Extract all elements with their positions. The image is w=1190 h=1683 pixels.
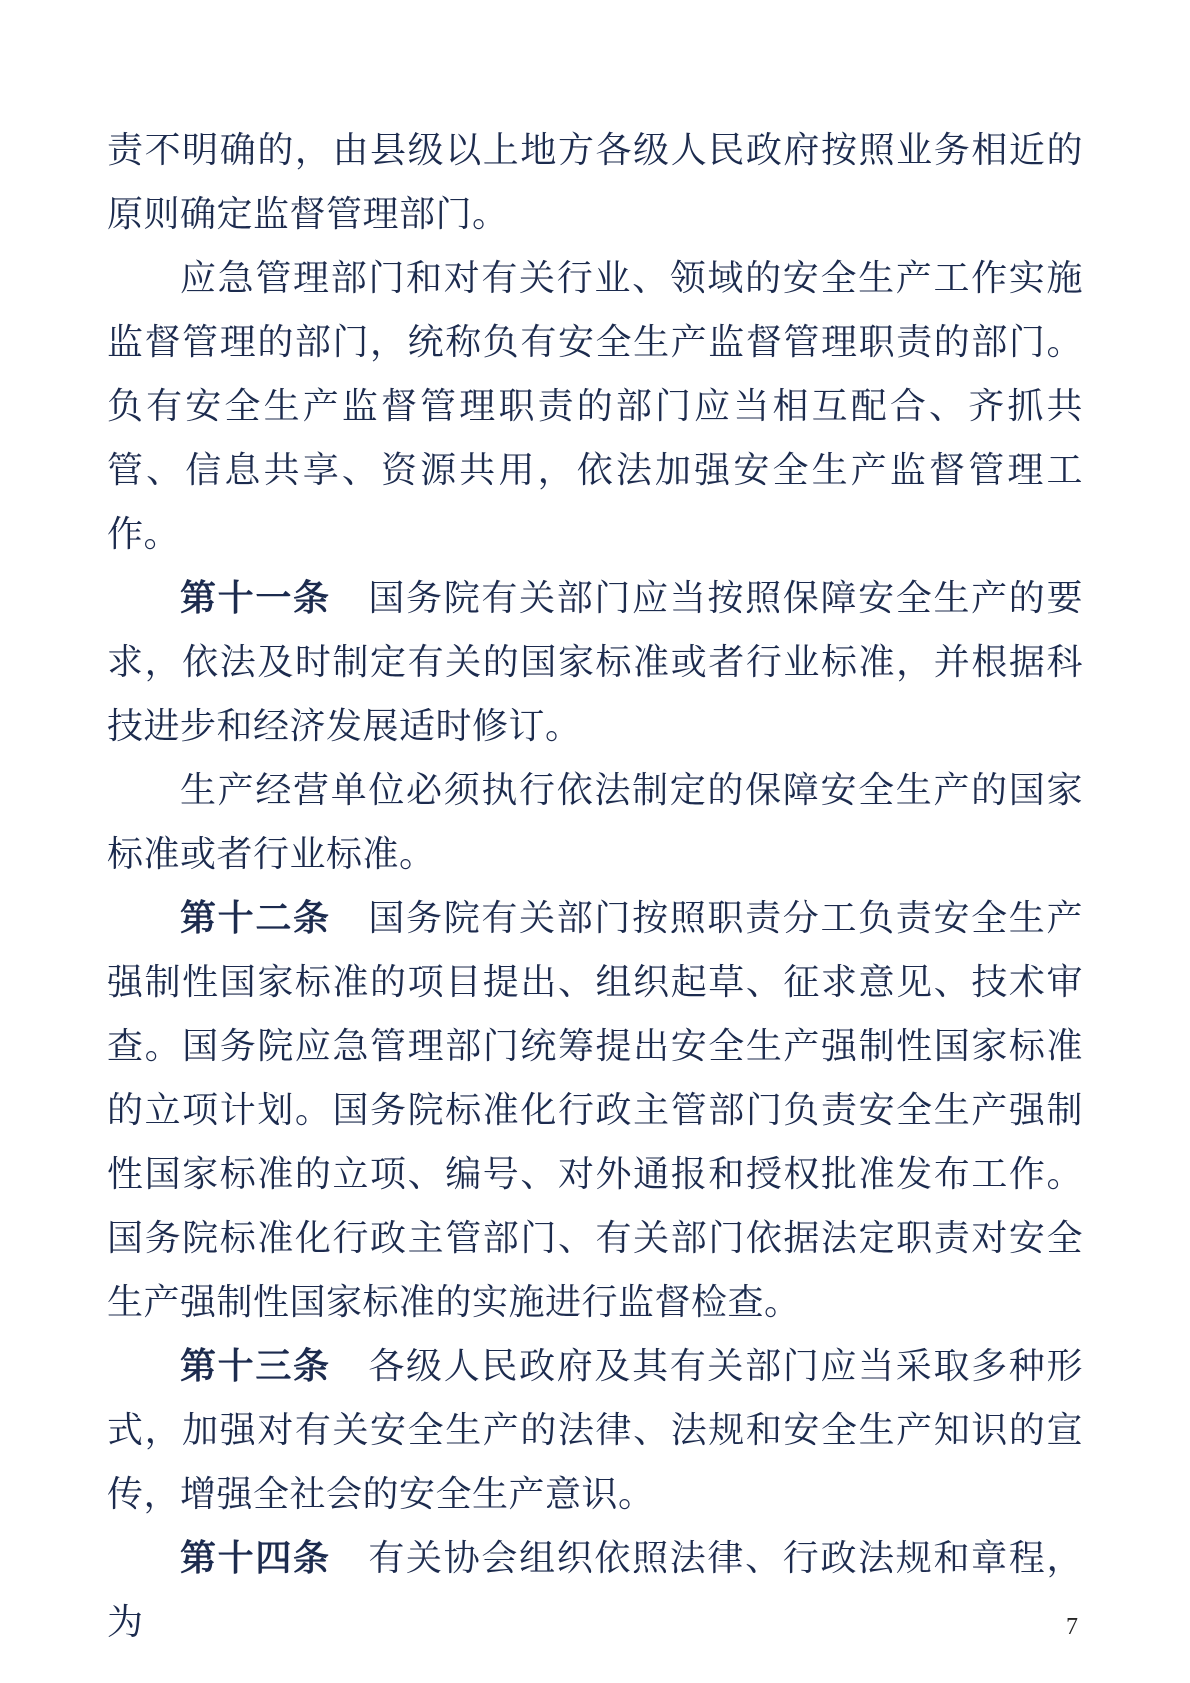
paragraph (107, 758, 1083, 886)
paragraph-text: 国务院有关部门应当按照保障安全生产的要求，依法及时制定有关的国家标准或者行业标准，并根据科技进步和经济发展适时修订。 (107, 578, 1083, 746)
paragraph-text: 各级人民政府及其有关部门应当采取多种形式，加强对有关安全生产的法律、法规和安全生产知识的宣传，增强全社会的安全生产意识。 (107, 1346, 1083, 1514)
paragraph (107, 246, 1083, 566)
article-number-label: 第十四条 (180, 1538, 331, 1578)
paragraph-continuation (107, 118, 1083, 246)
paragraph-text: 国务院有关部门按照职责分工负责安全生产强制性国家标准的项目提出、组织起草、征求意见、技术审查。国务院应急管理部门统筹提出安全生产强制性国家标准的立项计划。国务院标准化行政主管部门负责安全生产强制性国家标准的立项、编号、对外通报和授权批准发布工作。国务院标准化行政主管部门、有关部门依据法定职责对安全生产强制性国家标准的实施进行监督检查。 (107, 898, 1083, 1322)
paragraph-article-12 (107, 886, 1083, 1334)
paragraph-text: 应急管理部门和对有关行业、领域的安全生产工作实施监督管理的部门，统称负有安全生产监督管理职责的部门。负有安全生产监督管理职责的部门应当相互配合、齐抓共管、信息共享、资源共用，依法加强安全生产监督管理工作。 (107, 258, 1083, 554)
paragraph-text: 有关协会组织依照法律、行政法规和章程，为 (107, 1538, 1083, 1642)
document-body (107, 118, 1083, 1654)
article-number-label: 第十三条 (180, 1346, 331, 1386)
paragraph-article-11 (107, 566, 1083, 758)
paragraph-article-14 (107, 1526, 1083, 1654)
article-number-label: 第十二条 (180, 898, 331, 938)
paragraph-text: 生产经营单位必须执行依法制定的保障安全生产的国家标准或者行业标准。 (107, 770, 1083, 874)
page-number: 7 (1066, 1614, 1078, 1640)
article-number-label: 第十一条 (180, 578, 331, 618)
paragraph-article-13 (107, 1334, 1083, 1526)
paragraph-text: 责不明确的，由县级以上地方各级人民政府按照业务相近的原则确定监督管理部门。 (107, 130, 1083, 234)
